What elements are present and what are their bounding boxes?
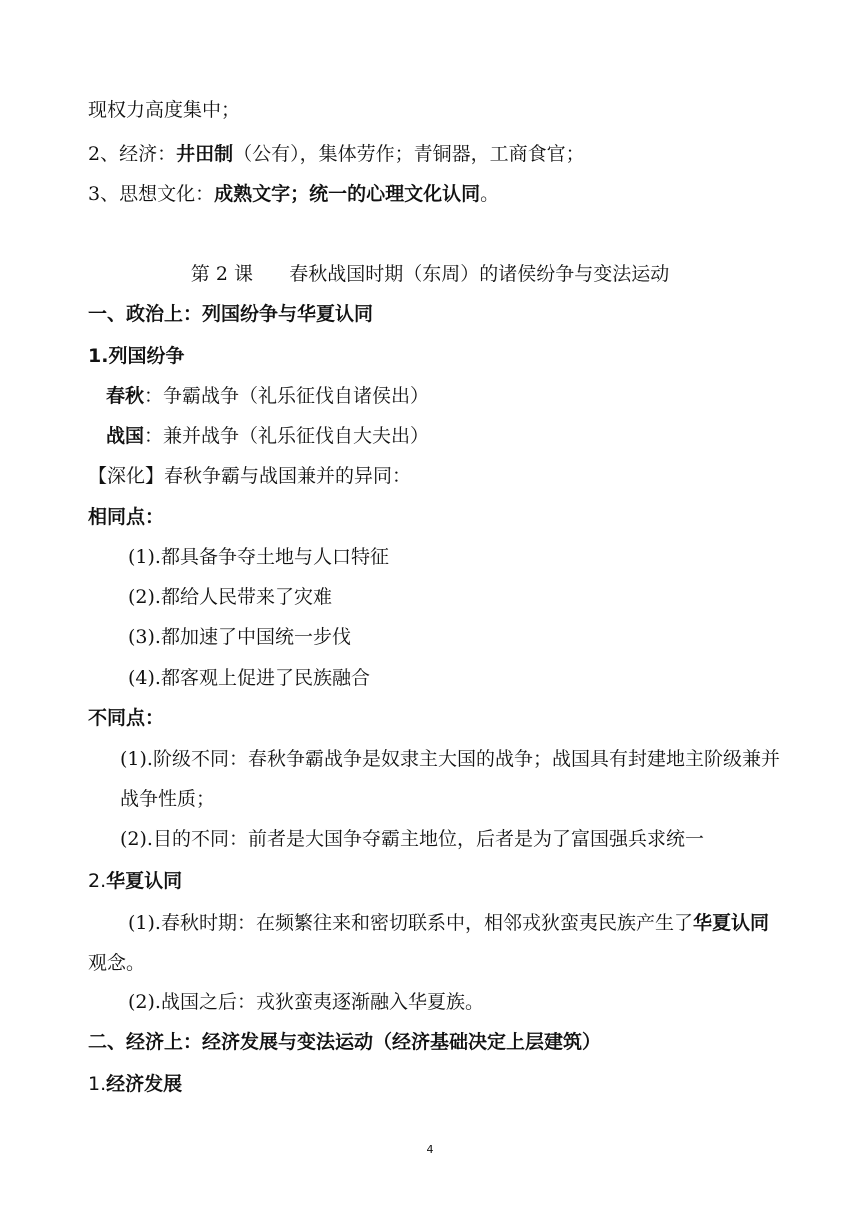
subsection-2-1-title: 经济发展 — [106, 1073, 183, 1095]
intro-line-3-bold: 成熟文字；统一的心理文化认同 — [214, 183, 481, 205]
subsection-2-1-number: 1. — [88, 1073, 107, 1095]
intro-line-1-text: 现权力高度集中； — [88, 99, 241, 121]
chunqiu-text: ：争霸战争（礼乐征伐自诸侯出） — [144, 385, 430, 407]
subsection-1-2 — [88, 868, 182, 894]
zhanguo-text: ：兼并战争（礼乐征伐自大夫出） — [144, 425, 430, 447]
huaxia-item-1 — [88, 903, 780, 983]
section-1-heading: 一、政治上：列国纷争与华夏认同 — [88, 303, 374, 325]
diff-heading: 不同点： — [88, 707, 165, 729]
section-2-heading: 二、经济上：经济发展与变法运动（经济基础决定上层建筑） — [88, 1031, 602, 1053]
subsection-2-1 — [88, 1071, 182, 1097]
huaxia-item-1-pre: (1).春秋时期：在频繁往来和密切联系中，相邻戎狄蛮夷民族产生了 — [128, 912, 693, 934]
lesson-title: 第 2 课 春秋战国时期（东周）的诸侯纷争与变法运动 — [190, 263, 670, 285]
subsection-1-2-title: 华夏认同 — [106, 870, 183, 892]
same-item: (2).都给人民带来了灾难 — [128, 586, 332, 608]
huaxia-item-1-post: 观念。 — [88, 952, 146, 974]
same-heading: 相同点： — [88, 506, 165, 528]
intro-line-3 — [88, 181, 499, 207]
intro-line-3-end: 。 — [480, 183, 500, 205]
zhanguo-label: 战国 — [106, 425, 145, 447]
chunqiu-label: 春秋 — [106, 385, 145, 407]
same-item: (3).都加速了中国统一步伐 — [128, 626, 351, 648]
huaxia-item-2: (2).战国之后：戎狄蛮夷逐渐融入华夏族。 — [128, 991, 484, 1013]
intro-line-2-bold: 井田制 — [176, 143, 234, 165]
diff-item-2: (2).目的不同：前者是大国争夺霸主地位，后者是为了富国强兵求统一 — [120, 828, 704, 850]
chunqiu-line — [106, 383, 429, 409]
same-item: (1).都具备争夺土地与人口特征 — [128, 546, 389, 568]
zhanguo-line — [106, 423, 429, 449]
diff-item-1: (1).阶级不同：春秋争霸战争是奴隶主大国的战争；战国具有封建地主阶级兼并战争性质； — [120, 748, 780, 810]
intro-line-2-rest: （公有），集体劳作；青铜器，工商食官； — [233, 143, 585, 165]
huaxia-item-1-bold: 华夏认同 — [692, 912, 769, 934]
subsection-1-2-number: 2. — [88, 870, 107, 892]
subsection-1-1: 1.列国纷争 — [88, 345, 185, 367]
same-item: (4).都客观上促进了民族融合 — [128, 667, 370, 689]
intro-line-2 — [88, 141, 585, 167]
page-number: 4 — [426, 1143, 434, 1156]
intro-line-3-prefix: 3、思想文化： — [88, 183, 215, 205]
intro-line-1 — [88, 97, 240, 123]
deepen-line: 【深化】春秋争霸与战国兼并的异同： — [88, 465, 412, 487]
intro-line-2-prefix: 2、经济： — [88, 143, 177, 165]
